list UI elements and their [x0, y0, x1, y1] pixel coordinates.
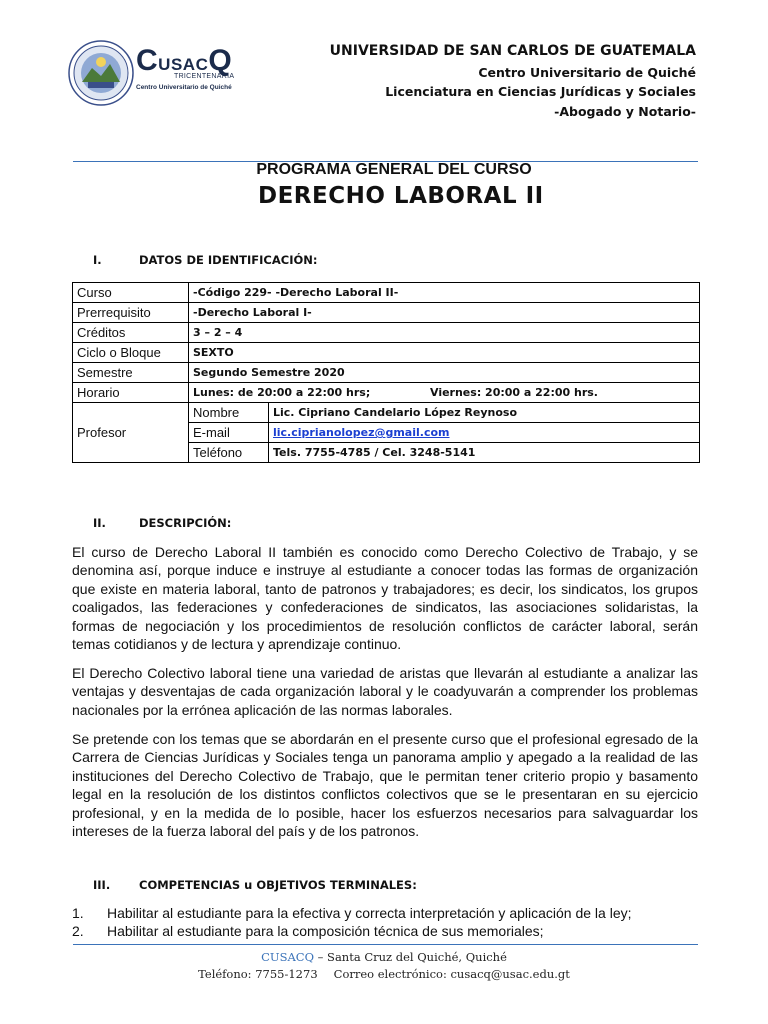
- footer-contact: [0, 967, 768, 981]
- list-item-number: 2.: [72, 923, 84, 939]
- cusacq-brand: [136, 44, 246, 91]
- telefono-label: Teléfono: [189, 443, 269, 463]
- horario-viernes: Viernes: 20:00 a 22:00 hrs.: [430, 386, 598, 399]
- horario-label: Horario: [73, 383, 189, 403]
- footer-phone: Teléfono: 7755-1273: [198, 967, 318, 981]
- footer-email: Correo electrónico: cusacq@usac.edu.gt: [333, 967, 570, 981]
- table-row: [73, 303, 700, 323]
- table-row: [73, 323, 700, 343]
- list-item-text: Habilitar al estudiante para la efectiva y correcta interpretación y aplicación de la ley;: [107, 905, 632, 921]
- ciclo-value: SEXTO: [189, 343, 700, 363]
- header-center: Centro Universitario de Quiché: [478, 65, 696, 80]
- header-degree: Licenciatura en Ciencias Jurídicas y Sociales: [385, 84, 696, 99]
- prereq-label: Prerrequisito: [73, 303, 189, 323]
- table-row: [73, 343, 700, 363]
- brand-tagline: TRICENTENARIA: [174, 73, 235, 80]
- table-row: [73, 283, 700, 303]
- curso-label: Curso: [73, 283, 189, 303]
- footer-location-text: – Santa Cruz del Quiché, Quiché: [314, 950, 507, 964]
- list-item-text: Habilitar al estudiante para la composición técnica de sus memoriales;: [107, 923, 544, 939]
- email-label: E-mail: [189, 423, 269, 443]
- horario-value: [189, 383, 700, 403]
- footer-divider: [73, 944, 698, 945]
- creditos-value: 3 – 2 – 4: [189, 323, 700, 343]
- semestre-value: Segundo Semestre 2020: [189, 363, 700, 383]
- list-item-number: 1.: [72, 905, 84, 921]
- table-row: [73, 363, 700, 383]
- section-label: DATOS DE IDENTIFICACIÓN:: [139, 253, 318, 267]
- profesor-label: Profesor: [73, 403, 189, 463]
- table-row: [73, 383, 700, 403]
- identification-table: [72, 282, 700, 463]
- program-title: PROGRAMA GENERAL DEL CURSO: [256, 161, 532, 178]
- footer-location: [0, 950, 768, 964]
- section-number: III.: [93, 878, 111, 892]
- brand-subtitle: Centro Universitario de Quiché: [136, 84, 232, 91]
- curso-value: -Código 229- -Derecho Laboral II-: [189, 283, 700, 303]
- footer-brand: CUSACQ: [261, 950, 314, 964]
- description-paragraph-2: El Derecho Colectivo laboral tiene una variedad de aristas que llevarán al estudiante a analizar las ventajas y desventajas de cada organización laboral y le coadyuvarán a comprender los problemas nacionales por la errónea aplicación de las normas laborales.: [72, 665, 698, 718]
- section-label: DESCRIPCIÓN:: [139, 516, 232, 530]
- section-number: II.: [93, 516, 106, 530]
- semestre-label: Semestre: [73, 363, 189, 383]
- horario-lunes: Lunes: de 20:00 a 22:00 hrs;: [193, 386, 371, 399]
- nombre-label: Nombre: [189, 403, 269, 423]
- creditos-label: Créditos: [73, 323, 189, 343]
- section-label: COMPETENCIAS u OBJETIVOS TERMINALES:: [139, 878, 417, 892]
- description-paragraph-1: El curso de Derecho Laboral II también es conocido como Derecho Colectivo de Trabajo, y se denomina así, porque induce e instruye al estudiante a conocer todas las formas de organización que existe en materia laboral, tanto de patronos y trabajadores; es decir, los sindicatos, los grupos coaligados, las federaciones y confederaciones de sindicatos, las asociaciones solidaristas, la formas de negociación y los procedimientos de resolución conflictos de carácter laboral, serán temas cotidianos y de lectura y aprendizaje continuo.: [72, 544, 698, 653]
- prereq-value: -Derecho Laboral I-: [189, 303, 700, 323]
- email-cell: [269, 423, 700, 443]
- section-number: I.: [93, 253, 102, 267]
- course-title: DERECHO LABORAL II: [258, 183, 544, 209]
- telefono-value: Tels. 7755-4785 / Cel. 3248-5141: [269, 443, 700, 463]
- header-university: UNIVERSIDAD DE SAN CARLOS DE GUATEMALA: [329, 43, 696, 59]
- ciclo-label: Ciclo o Bloque: [73, 343, 189, 363]
- table-row: [73, 403, 700, 423]
- description-paragraph-3: Se pretende con los temas que se abordarán en el presente curso que el profesional egresado de la Carrera de Ciencias Jurídicas y Sociales tenga un panorama amplio y apegado a la realidad de las instituciones del Derecho Colectivo de Trabajo, que le permitan tener criterio propio y basamento legal en la resolución de los distintos conflictos colectivos que se le presentaran en su ejercicio profesional, y en la medida de lo posible, hacer los esfuerzos necesarios para salvaguardar los intereses de la fuerza laboral del país y de los patronos.: [72, 731, 698, 840]
- university-seal-logo: [68, 40, 134, 106]
- nombre-value: Lic. Cipriano Candelario López Reynoso: [269, 403, 700, 423]
- header-title: -Abogado y Notario-: [554, 104, 696, 119]
- email-link[interactable]: lic.ciprianolopez@gmail.com: [273, 426, 450, 439]
- brand-name: CUSACQ: [136, 44, 233, 77]
